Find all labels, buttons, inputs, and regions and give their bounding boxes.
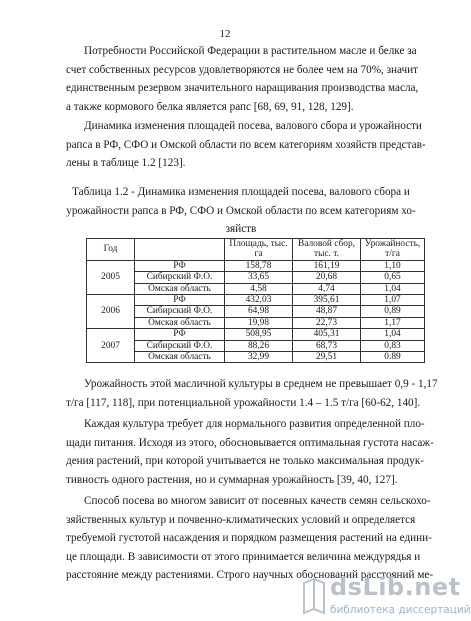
area-cell: 32,99 [225,352,293,363]
region-cell: Сибирский Ф.О. [135,340,225,351]
text-line: це площади. В зависимости от этого принимается величина междурядья и [66,550,421,563]
table-row [87,352,425,363]
table-row [87,340,425,351]
text-line: счет собственных ресурсов удовлетворяются не более чем на 70%, значит [66,63,419,76]
gross-cell: 29,51 [293,352,361,363]
table-row [87,283,425,294]
yield-cell: 1,04 [361,329,425,340]
region-cell: Омская область [135,317,225,328]
gross-cell: 395,61 [293,295,361,306]
text-line: лены в таблице 1.2 [123]. [66,157,186,170]
header-yield: Урожайность, т/га [361,239,425,261]
table-row [87,272,425,283]
text-line: тивность одного растения, но и суммарная урожайность [39, 40, 127]. [66,473,398,486]
table-row [87,329,425,340]
yield-cell: 0,89 [361,306,425,317]
header-region [135,239,225,261]
text-line: Способ посева во многом зависит от посевных качеств семян сельскохо- [84,495,431,507]
area-cell: 88,26 [225,340,293,351]
text-line: Динамика изменения площадей посева, валового сбора и урожайности [84,120,422,132]
text-line: требуемой густотой насаждения и порядком размещения растений на едини- [66,532,432,545]
gross-cell: 48,87 [293,306,361,317]
text-line: единственным резервом значительного наращивания производства масла, [66,82,419,95]
region-cell: Сибирский Ф.О. [135,306,225,317]
text-line: зяйственных культур и почвенно-климатических условий и определяется [66,513,416,526]
table-row [87,260,425,271]
watermark [300,573,471,621]
yield-cell: 1,04 [361,283,425,294]
header-year: Год [87,239,135,261]
region-cell: РФ [135,260,225,271]
year-cell: 2005 [87,260,135,294]
caption-line: зяйств [225,223,257,236]
table-row [87,306,425,317]
rapeseed-dynamics-table [86,238,425,363]
yield-cell: 1,17 [361,317,425,328]
paragraph-dynamics-intro [66,117,426,173]
text-line: т/га [117, 118], при потенциальной урожайности 1.4 – 1.5 т/га [60-62, 140]. [66,396,421,409]
text-line: щади питания. Исходя из этого, обосновывается оптимальная густота насаж- [66,436,434,449]
text-line: Каждая культура требует для нормального развития определенной пло- [84,418,425,430]
area-cell: 432,03 [225,295,293,306]
page-number: 12 [219,28,231,40]
region-cell: РФ [135,295,225,306]
caption-line: Таблица 1.2 - Динамика изменения площадей посева, валового сбора и [72,186,410,198]
area-cell: 64,98 [225,306,293,317]
text-line: Урожайность этой масличной культуры в среднем не превышает 0,9 - 1,17 [84,378,438,390]
gross-cell: 20,68 [293,272,361,283]
region-cell: Омская область [135,283,225,294]
table-row [87,295,425,306]
text-line: дения растений, при которой учитывается не только максимальная продук- [66,455,425,468]
year-cell: 2006 [87,295,135,329]
paragraph-yield [66,375,438,412]
text-line: рапса в РФ, СФО и Омской области по всем категориям хозяйств представ- [66,138,426,151]
yield-cell: 0.89 [361,352,425,363]
text-line: а также кормового белка является рапс [68, 69, 91, 128, 129]. [66,100,354,113]
text-line: Потребности Российской Федерации в растительном масле и белке за [84,45,417,57]
yield-cell: 1,07 [361,295,425,306]
header-area: Площадь, тыс. га [225,239,293,261]
area-cell: 33,65 [225,272,293,283]
yield-cell: 0,65 [361,272,425,283]
region-cell: Сибирский Ф.О. [135,272,225,283]
gross-cell: 405,31 [293,329,361,340]
area-cell: 19,98 [225,317,293,328]
area-cell: 508,95 [225,329,293,340]
gross-cell: 22,73 [293,317,361,328]
paragraph-sowing-method [66,492,434,585]
yield-cell: 1,10 [361,260,425,271]
area-cell: 4,58 [225,283,293,294]
year-cell: 2007 [87,329,135,363]
gross-cell: 68,73 [293,340,361,351]
gross-cell: 4,74 [293,283,361,294]
header-gross-harvest: Валовой сбор, тыс. т. [293,239,361,261]
caption-line: урожайности рапса в РФ, СФО и Омской области по всем категориям хо- [66,204,416,217]
watermark-logo: dsLib.net [330,573,461,601]
yield-cell: 0,83 [361,340,425,351]
table-row [87,317,425,328]
text-line: расстояние между растениями. Строго научных обоснований расстояний ме- [66,569,434,582]
gross-cell: 161,19 [293,260,361,271]
region-cell: Омская область [135,352,225,363]
book-icon [300,577,328,617]
region-cell: РФ [135,329,225,340]
paragraph-feeding-area [66,415,434,489]
area-cell: 158,78 [225,260,293,271]
watermark-subtitle: библиотека диссертаций [330,604,471,616]
table-header-row [87,239,425,261]
table-caption [66,183,416,239]
paragraph-oil-demand [66,42,419,116]
